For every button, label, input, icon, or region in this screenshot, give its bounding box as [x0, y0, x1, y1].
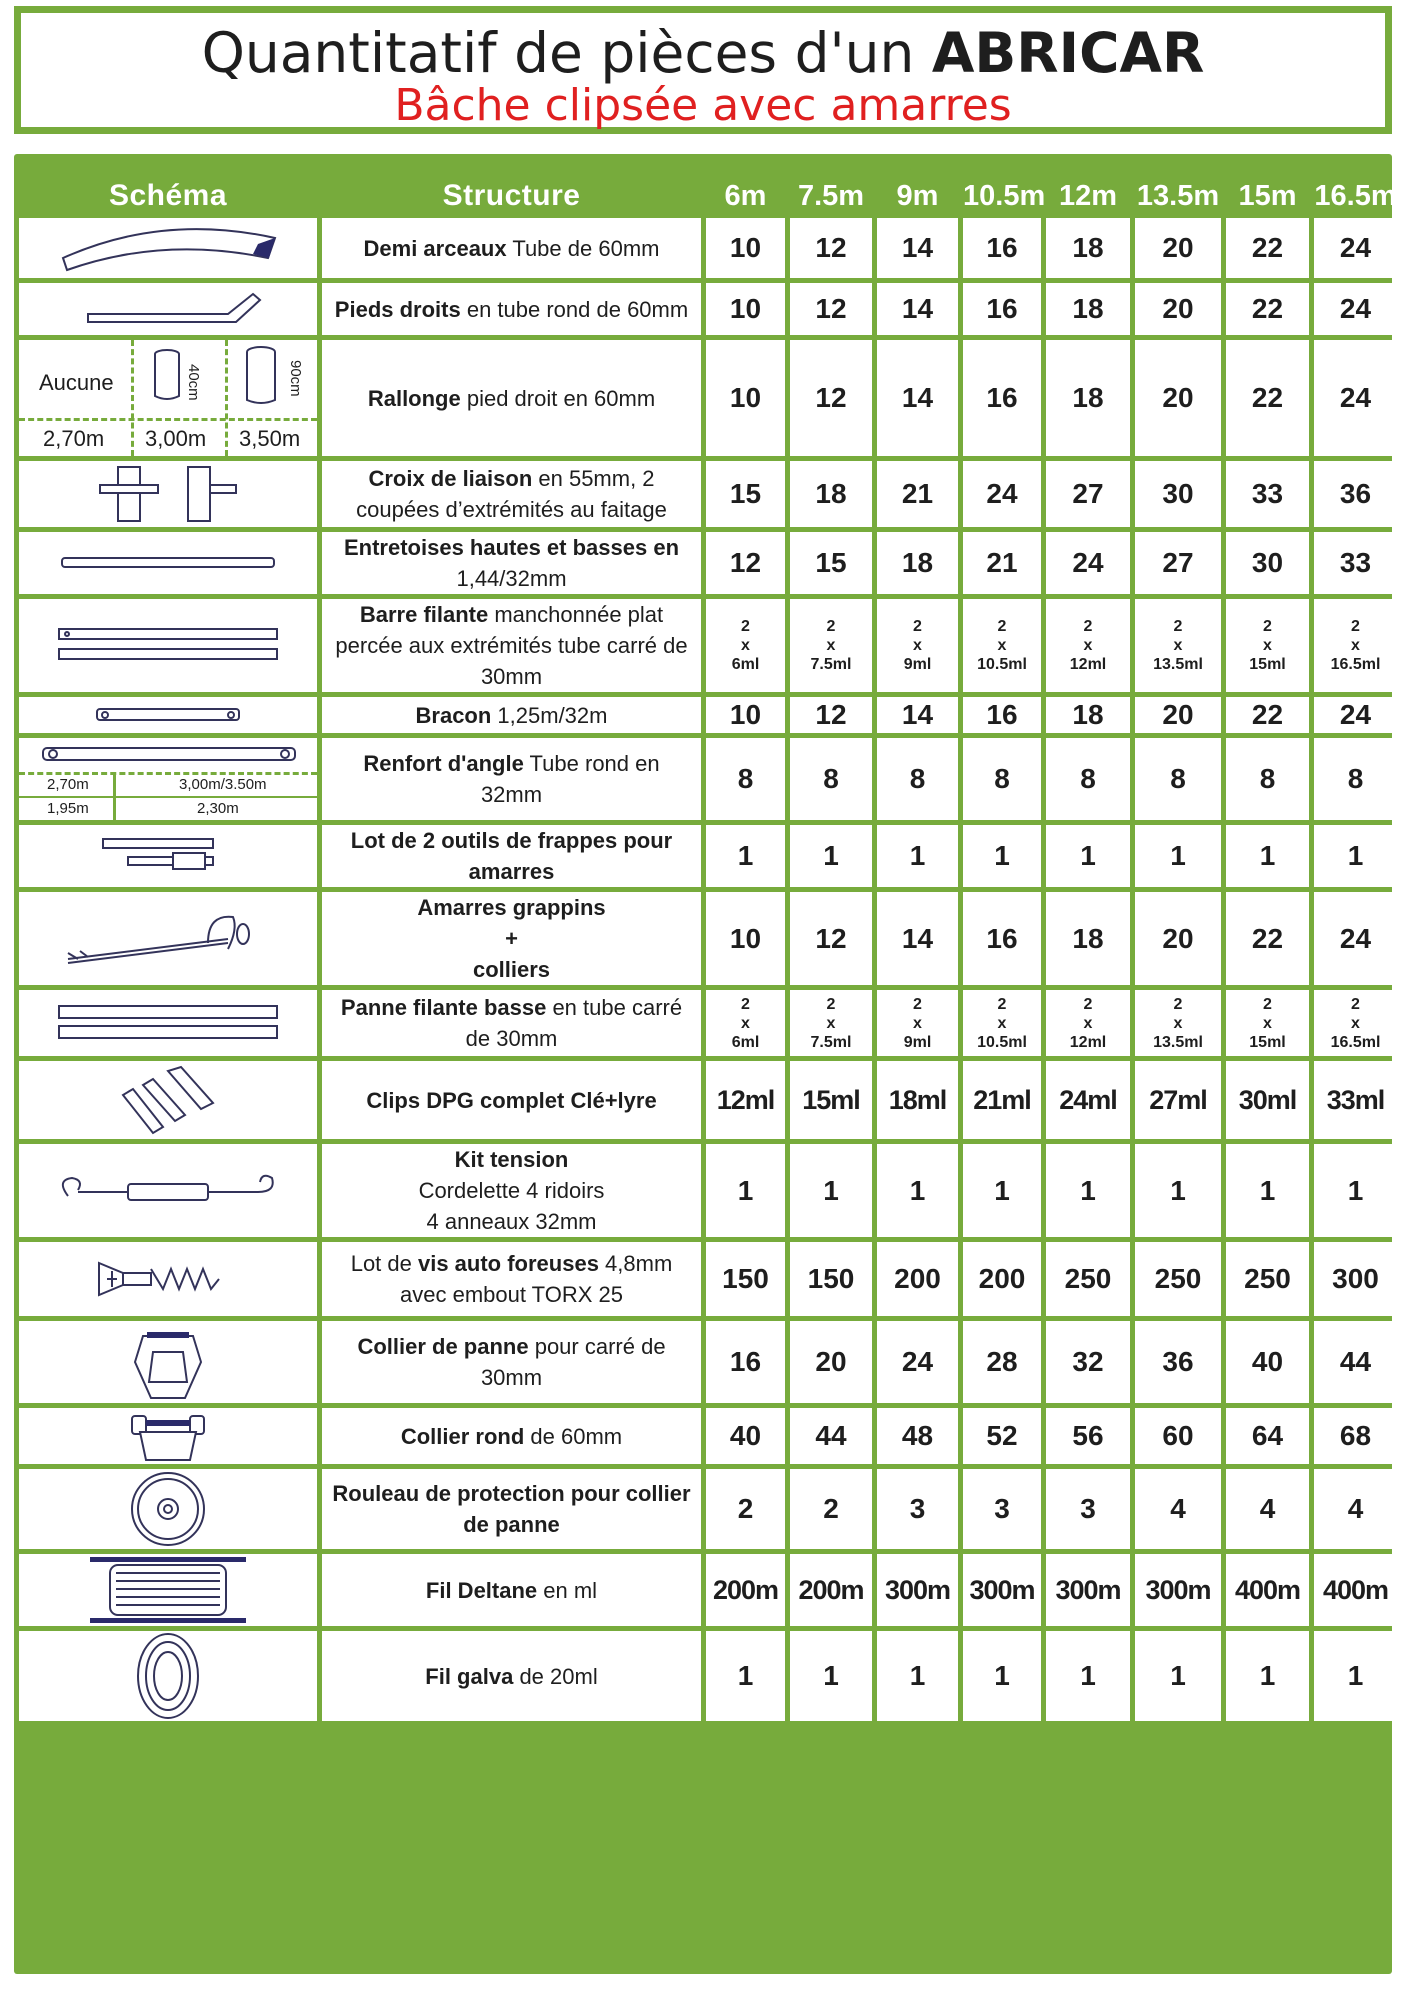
quantity-cell: 14: [877, 892, 958, 985]
quantity-cell: 1: [1314, 1144, 1397, 1237]
quantity-cell: 3: [1046, 1469, 1130, 1549]
quantity-cell: 2 x 15ml: [1226, 990, 1309, 1056]
extension-label-l3: 3,50m: [239, 426, 301, 451]
schema-cell: [19, 599, 317, 692]
part-detail: Cordelette 4 ridoirs 4 anneaux 32mm: [418, 1178, 605, 1234]
table-row: [19, 1242, 1397, 1316]
part-detail: pour carré de 30mm: [480, 1334, 666, 1390]
col-header-size: 10.5m: [963, 180, 1046, 212]
quantity-cell: 33: [1314, 532, 1397, 594]
quantity-cell: 20: [1135, 892, 1221, 985]
col-header-schema: Schéma: [108, 179, 228, 212]
schema-cell: [19, 825, 317, 887]
table-row: [19, 532, 1397, 594]
structure-description: [322, 1554, 701, 1626]
parts-table-frame: [14, 154, 1397, 1974]
quantity-cell: 16: [963, 697, 1041, 733]
quantity-cell: 24ml: [1046, 1061, 1130, 1139]
quantity-cell: 1: [963, 1631, 1041, 1721]
galva-wire-icon: [19, 1631, 317, 1721]
quantity-cell: 24: [1046, 532, 1130, 594]
quantity-cell: 1: [1314, 1631, 1397, 1721]
corner-label-d: 2,30m: [197, 800, 239, 817]
schema-cell: [19, 218, 317, 278]
part-name: Kit tension: [454, 1147, 569, 1172]
part-name: Croix de liaison: [368, 466, 533, 491]
divider: [225, 340, 228, 456]
schema-cell: [19, 1321, 317, 1403]
table-row: [19, 283, 1397, 335]
quantity-cell: 68: [1314, 1408, 1397, 1464]
structure-description: [322, 1321, 701, 1403]
schema-cell: [19, 1061, 317, 1139]
quantity-cell: 2 x 7.5ml: [790, 990, 872, 1056]
col-header-size: 15m: [1238, 180, 1297, 212]
quantity-cell: 3: [963, 1469, 1041, 1549]
parts-table: [14, 154, 1402, 1726]
quantity-cell: 30: [1226, 532, 1309, 594]
part-detail: Tube rond en 32mm: [480, 751, 660, 807]
schema-cell: [19, 532, 317, 594]
table-row: [19, 340, 1397, 456]
low-purlin-icon: [19, 998, 317, 1048]
quantity-cell: 200m: [706, 1554, 785, 1626]
part-name: Entretoises hautes et basses en: [343, 535, 680, 560]
extension-label-l1: 2,70m: [43, 426, 105, 451]
quantity-cell: 10: [706, 218, 785, 278]
col-header-size: 16.5m: [1314, 180, 1397, 212]
quantity-cell: 16: [963, 892, 1041, 985]
col-header-size: 9m: [896, 180, 939, 212]
quantity-cell: 400m: [1314, 1554, 1397, 1626]
quantity-cell: 8: [1046, 738, 1130, 820]
quantity-cell: 2 x 7.5ml: [790, 599, 872, 692]
quantity-cell: 10: [706, 340, 785, 456]
table-row: [19, 461, 1397, 527]
quantity-cell: 1: [1046, 1144, 1130, 1237]
quantity-cell: 32: [1046, 1321, 1130, 1403]
quantity-cell: 200: [877, 1242, 958, 1316]
quantity-cell: 8: [1226, 738, 1309, 820]
quantity-cell: 16: [706, 1321, 785, 1403]
quantity-cell: 150: [790, 1242, 872, 1316]
part-name: Amarres grappins + colliers: [417, 895, 606, 982]
schema-cell: [19, 283, 317, 335]
structure-description: [322, 1144, 701, 1237]
quantity-cell: 300m: [1135, 1554, 1221, 1626]
schema-cell: [19, 1469, 317, 1549]
quantity-cell: 2 x 15ml: [1226, 599, 1309, 692]
part-detail: en tube carré de 30mm: [465, 995, 683, 1051]
title-brand: ABRICAR: [931, 21, 1205, 85]
quantity-cell: 1: [877, 1631, 958, 1721]
col-header-structure: Structure: [442, 179, 581, 212]
structure-description: [322, 532, 701, 594]
part-name: Rouleau de protection pour collier de panne: [332, 1481, 691, 1537]
part-detail: pied droit en 60mm: [460, 385, 656, 411]
quantity-cell: 36: [1135, 1321, 1221, 1403]
quantity-cell: 300m: [1046, 1554, 1130, 1626]
quantity-cell: 1: [1226, 1631, 1309, 1721]
part-detail: 4,8mm avec embout TORX 25: [400, 1251, 673, 1307]
quantity-cell: 1: [1135, 1144, 1221, 1237]
quantity-cell: 15: [790, 532, 872, 594]
quantity-cell: 400m: [1226, 1554, 1309, 1626]
quantity-cell: 28: [963, 1321, 1041, 1403]
quantity-cell: 16: [963, 283, 1041, 335]
quantity-cell: 2 x 10.5ml: [963, 599, 1041, 692]
structure-description: [322, 461, 701, 527]
part-name: Demi arceaux: [363, 235, 507, 261]
corner-label-b: 3,00m/3.50m: [179, 776, 267, 793]
part-name: Rallonge: [367, 385, 461, 411]
quantity-cell: 300m: [963, 1554, 1041, 1626]
wire-spool-icon: [19, 1555, 317, 1625]
part-detail: en tube rond de 60mm: [460, 296, 689, 322]
extension-label-h1: 40cm: [185, 364, 202, 401]
part-name: Bracon: [415, 702, 492, 728]
quantity-cell: 1: [1135, 1631, 1221, 1721]
quantity-cell: 40: [706, 1408, 785, 1464]
quantity-cell: 24: [877, 1321, 958, 1403]
title-box: [14, 6, 1392, 134]
quantity-cell: 1: [1226, 1144, 1309, 1237]
quantity-cell: 4: [1135, 1469, 1221, 1549]
quantity-cell: 24: [963, 461, 1041, 527]
quantity-cell: 2 x 6ml: [706, 990, 785, 1056]
quantity-cell: 10: [706, 892, 785, 985]
quantity-cell: 12ml: [706, 1061, 785, 1139]
table-row: [19, 1321, 1397, 1403]
part-detail: de 20ml: [513, 1663, 598, 1689]
description-prefix: Lot de: [350, 1251, 418, 1276]
quantity-cell: 44: [1314, 1321, 1397, 1403]
quantity-cell: 1: [790, 1144, 872, 1237]
quantity-cell: 18: [1046, 218, 1130, 278]
quantity-cell: 22: [1226, 283, 1309, 335]
schema-cell: [19, 892, 317, 985]
quantity-cell: 18ml: [877, 1061, 958, 1139]
part-name: Collier de panne: [357, 1334, 529, 1359]
quantity-cell: 10: [706, 283, 785, 335]
quantity-cell: 8: [790, 738, 872, 820]
corner-label-c: 1,95m: [47, 800, 89, 817]
quantity-cell: 22: [1226, 340, 1309, 456]
part-name: Fil galva: [425, 1663, 514, 1689]
quantity-cell: 8: [706, 738, 785, 820]
quantity-cell: 20: [1135, 283, 1221, 335]
quantity-cell: 8: [1314, 738, 1397, 820]
part-name: Pieds droits: [334, 296, 461, 322]
quantity-cell: 8: [877, 738, 958, 820]
part-name: Renfort d'angle: [363, 751, 524, 776]
schema-cell: [19, 1631, 317, 1721]
extension-label-h2: 90cm: [287, 360, 304, 397]
quantity-cell: 1: [790, 825, 872, 887]
table-row: [19, 1061, 1397, 1139]
cross-joint-icon: [19, 461, 317, 527]
quantity-cell: 2 x 13.5ml: [1135, 599, 1221, 692]
part-name: Panne filante basse: [340, 995, 547, 1020]
page-subtitle: Bâche clipsée avec amarres: [394, 80, 1012, 131]
quantity-cell: 27ml: [1135, 1061, 1221, 1139]
quantity-cell: 24: [1314, 218, 1397, 278]
quantity-cell: 4: [1314, 1469, 1397, 1549]
quantity-cell: 18: [790, 461, 872, 527]
structure-description: [322, 990, 701, 1056]
ridge-bar-icon: [19, 621, 317, 671]
structure-description: [322, 340, 701, 456]
quantity-cell: 2 x 6ml: [706, 599, 785, 692]
quantity-cell: 12: [790, 283, 872, 335]
quantity-cell: 20: [1135, 340, 1221, 456]
quantity-cell: 15ml: [790, 1061, 872, 1139]
quantity-cell: 18: [1046, 892, 1130, 985]
part-name: Barre filante: [359, 602, 489, 627]
schema-cell: [19, 990, 317, 1056]
schema-cell: [19, 1144, 317, 1237]
quantity-cell: 2 x 16.5ml: [1314, 599, 1397, 692]
extension-label-l2: 3,00m: [145, 426, 207, 451]
table-row: [19, 738, 1397, 820]
structure-description: [322, 283, 701, 335]
quantity-cell: 2 x 9ml: [877, 990, 958, 1056]
part-detail: 1,44/32mm: [456, 566, 567, 591]
quantity-cell: 30: [1135, 461, 1221, 527]
table-row: [19, 599, 1397, 692]
quantity-cell: 1: [1046, 1631, 1130, 1721]
quantity-cell: 22: [1226, 697, 1309, 733]
quantity-cell: 12: [790, 892, 872, 985]
quantity-cell: 12: [706, 532, 785, 594]
quantity-cell: 1: [877, 825, 958, 887]
table-row: [19, 1408, 1397, 1464]
part-detail: en 55mm, 2 coupées d’extrémités au faitage: [356, 466, 667, 522]
table-row: [19, 1469, 1397, 1549]
table-row: [19, 1631, 1397, 1721]
structure-description: [322, 1242, 701, 1316]
quantity-cell: 24: [1314, 283, 1397, 335]
extension-label-none: Aucune: [39, 370, 114, 395]
quantity-cell: 64: [1226, 1408, 1309, 1464]
quantity-cell: 1: [963, 825, 1041, 887]
quantity-cell: 300: [1314, 1242, 1397, 1316]
screw-icon: [19, 1257, 317, 1301]
structure-description: [322, 738, 701, 820]
quantity-cell: 3: [877, 1469, 958, 1549]
quantity-cell: 20: [1135, 697, 1221, 733]
part-detail: de 60mm: [524, 1423, 623, 1449]
schema-cell: [19, 1408, 317, 1464]
quantity-cell: 12: [790, 340, 872, 456]
quantity-cell: 1: [1314, 825, 1397, 887]
divider: [19, 418, 317, 421]
structure-description: [322, 1631, 701, 1721]
quantity-cell: 56: [1046, 1408, 1130, 1464]
divider: [131, 340, 134, 456]
quantity-cell: 16: [963, 340, 1041, 456]
quantity-cell: 1: [706, 825, 785, 887]
quantity-cell: 8: [1135, 738, 1221, 820]
table-row: [19, 218, 1397, 278]
straight-foot-icon: [19, 284, 317, 334]
table-row: [19, 825, 1397, 887]
structure-description: [322, 1061, 701, 1139]
quantity-cell: 2: [790, 1469, 872, 1549]
quantity-cell: 4: [1226, 1469, 1309, 1549]
structure-description: [322, 697, 701, 733]
schema-cell: [19, 697, 317, 733]
quantity-cell: 40: [1226, 1321, 1309, 1403]
quantity-cell: 250: [1046, 1242, 1130, 1316]
divider: [19, 772, 317, 775]
quantity-cell: 2 x 12ml: [1046, 990, 1130, 1056]
quantity-cell: 2 x 12ml: [1046, 599, 1130, 692]
quantity-cell: 22: [1226, 892, 1309, 985]
quantity-cell: 14: [877, 340, 958, 456]
quantity-cell: 300m: [877, 1554, 958, 1626]
quantity-cell: 200m: [790, 1554, 872, 1626]
quantity-cell: 14: [877, 218, 958, 278]
quantity-cell: 1: [706, 1631, 785, 1721]
purlin-clamp-icon: [19, 1322, 317, 1402]
quantity-cell: 27: [1135, 532, 1221, 594]
quantity-cell: 33: [1226, 461, 1309, 527]
structure-description: [322, 1408, 701, 1464]
table-row: [19, 990, 1397, 1056]
quantity-cell: 14: [877, 283, 958, 335]
quantity-cell: 20: [790, 1321, 872, 1403]
col-header-size: 12m: [1058, 180, 1118, 212]
quantity-cell: 21: [963, 532, 1041, 594]
quantity-cell: 1: [706, 1144, 785, 1237]
quantity-cell: 1: [790, 1631, 872, 1721]
table-row: [19, 1144, 1397, 1237]
quantity-cell: 60: [1135, 1408, 1221, 1464]
quantity-cell: 250: [1135, 1242, 1221, 1316]
quantity-cell: 21ml: [963, 1061, 1041, 1139]
quantity-cell: 2 x 10.5ml: [963, 990, 1041, 1056]
col-header-size: 6m: [724, 180, 767, 212]
quantity-cell: 8: [963, 738, 1041, 820]
quantity-cell: 1: [963, 1144, 1041, 1237]
quantity-cell: 200: [963, 1242, 1041, 1316]
quantity-cell: 18: [1046, 697, 1130, 733]
table-row: [19, 1554, 1397, 1626]
quantity-cell: 10: [706, 697, 785, 733]
extension-icon: [19, 340, 317, 456]
schema-cell: [19, 738, 317, 820]
quantity-cell: 27: [1046, 461, 1130, 527]
quantity-cell: 18: [1046, 340, 1130, 456]
quantity-cell: 21: [877, 461, 958, 527]
schema-cell: [19, 1554, 317, 1626]
quantity-cell: 48: [877, 1408, 958, 1464]
corner-brace-icon: [19, 738, 317, 820]
quantity-cell: 15: [706, 461, 785, 527]
quantity-cell: 18: [877, 532, 958, 594]
part-name: vis auto foreuses: [417, 1251, 599, 1276]
structure-description: [322, 218, 701, 278]
quantity-cell: 24: [1314, 697, 1397, 733]
quantity-cell: 33ml: [1314, 1061, 1397, 1139]
quantity-cell: 24: [1314, 340, 1397, 456]
structure-description: [322, 825, 701, 887]
brace-icon: [19, 705, 317, 725]
driving-tool-icon: [19, 831, 317, 881]
quantity-cell: 1: [1226, 825, 1309, 887]
quantity-cell: 52: [963, 1408, 1041, 1464]
quantity-cell: 150: [706, 1242, 785, 1316]
quantity-cell: 16: [963, 218, 1041, 278]
quantity-cell: 2 x 13.5ml: [1135, 990, 1221, 1056]
structure-description: [322, 599, 701, 692]
grapple-anchor-icon: [19, 909, 317, 969]
quantity-cell: 1: [1135, 825, 1221, 887]
quantity-cell: 18: [1046, 283, 1130, 335]
table-row: [19, 697, 1397, 733]
table-header-row: [19, 159, 1397, 213]
schema-cell: [19, 340, 317, 456]
clip-profile-icon: [19, 1065, 317, 1135]
spacer-tube-icon: [19, 553, 317, 573]
structure-description: [322, 1469, 701, 1549]
table-row: [19, 892, 1397, 985]
part-detail: Tube de 60mm: [506, 235, 660, 261]
part-name: Lot de 2 outils de frappes pour amarres: [350, 828, 673, 884]
quantity-cell: 2 x 9ml: [877, 599, 958, 692]
part-name: Fil Deltane: [425, 1577, 538, 1603]
quantity-cell: 20: [1135, 218, 1221, 278]
part-detail: 1,25m/32m: [491, 702, 608, 728]
col-header-size: 13.5m: [1136, 180, 1220, 212]
turnbuckle-icon: [19, 1166, 317, 1216]
col-header-size: 7.5m: [797, 180, 865, 212]
structure-description: [322, 892, 701, 985]
quantity-cell: 1: [877, 1144, 958, 1237]
quantity-cell: 1: [1046, 825, 1130, 887]
quantity-cell: 36: [1314, 461, 1397, 527]
title-prefix: Quantitatif de pièces d'un: [201, 21, 932, 85]
quantity-cell: 12: [790, 218, 872, 278]
quantity-cell: 24: [1314, 892, 1397, 985]
corner-label-a: 2,70m: [47, 776, 89, 793]
quantity-cell: 30ml: [1226, 1061, 1309, 1139]
quantity-cell: 22: [1226, 218, 1309, 278]
protection-roll-icon: [19, 1469, 317, 1549]
quantity-cell: 250: [1226, 1242, 1309, 1316]
part-name: Clips DPG complet Clé+lyre: [366, 1087, 657, 1113]
schema-cell: [19, 461, 317, 527]
part-detail: manchonnée plat percée aux extrémités tube carré de 30mm: [335, 602, 688, 689]
round-clamp-icon: [19, 1408, 317, 1464]
schema-cell: [19, 1242, 317, 1316]
arch-tube-icon: [19, 218, 317, 278]
part-detail: en ml: [537, 1577, 598, 1603]
page-title: [21, 19, 1385, 87]
quantity-cell: 14: [877, 697, 958, 733]
quantity-cell: 2: [706, 1469, 785, 1549]
quantity-cell: 12: [790, 697, 872, 733]
quantity-cell: 44: [790, 1408, 872, 1464]
quantity-cell: 2 x 16.5ml: [1314, 990, 1397, 1056]
part-name: Collier rond: [400, 1423, 525, 1449]
